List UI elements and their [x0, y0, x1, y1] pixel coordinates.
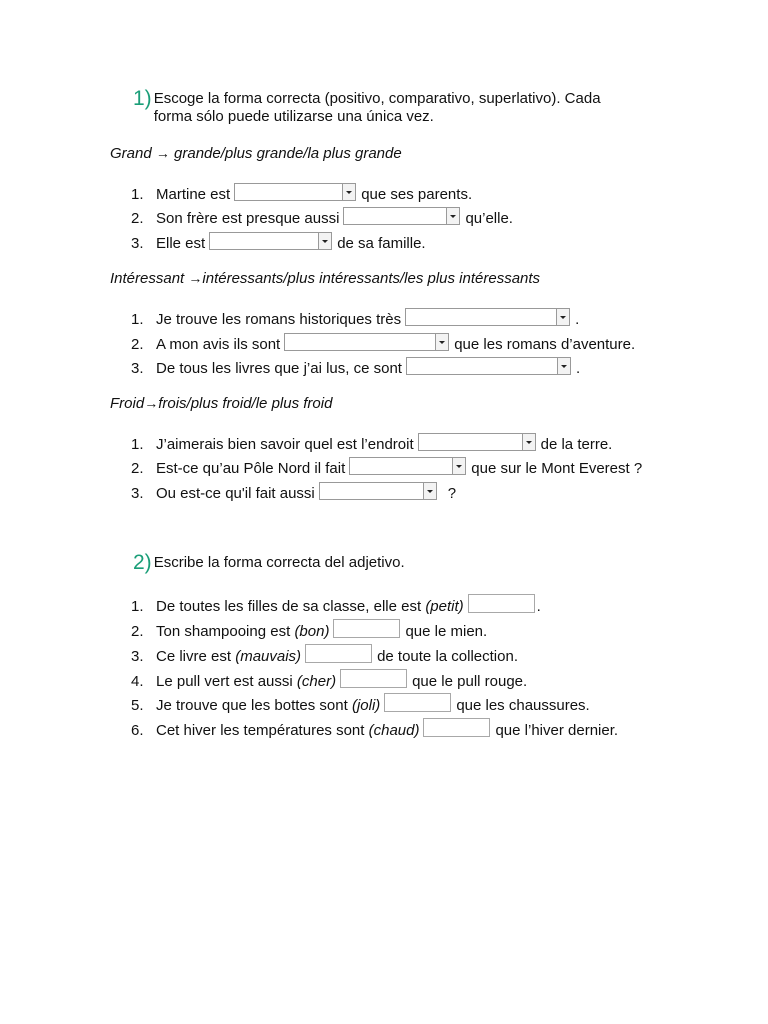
group-title-forms: frois/plus froid/le plus froid: [158, 395, 333, 412]
chevron-down-icon[interactable]: [435, 334, 448, 350]
answer-dropdown[interactable]: [209, 232, 332, 250]
arrow-icon: →: [188, 270, 203, 286]
item-text-before: De toutes les filles de sa classe, elle est: [156, 598, 422, 615]
answer-dropdown[interactable]: [405, 308, 570, 326]
arrow-icon: →: [155, 145, 170, 161]
chevron-down-icon[interactable]: [318, 233, 331, 249]
answer-dropdown[interactable]: [349, 457, 466, 475]
section-2-header: [133, 553, 405, 573]
item-number: 6.: [131, 722, 144, 739]
answer-text-input[interactable]: [468, 594, 535, 613]
chevron-down-icon[interactable]: [556, 309, 569, 325]
item-text-after: de la terre.: [540, 436, 613, 453]
exercise-row: [131, 207, 513, 231]
exercise-row: [131, 333, 635, 357]
item-text-after: que le pull rouge.: [412, 673, 528, 690]
exercise-row: [131, 482, 456, 506]
section-1-instruction-line-1: Escoge la forma correcta (positivo, comparativo, superlativo). Cada: [153, 90, 601, 107]
adjective-hint: (petit): [425, 598, 464, 615]
answer-text-input[interactable]: [423, 718, 490, 737]
item-number: 1.: [131, 311, 144, 328]
answer-text-input[interactable]: [305, 644, 372, 663]
item-text-after: qu’elle.: [465, 210, 513, 227]
adjective-hint: (mauvais): [235, 648, 302, 665]
section-2-instruction: Escribe la forma correcta del adjetivo.: [153, 554, 405, 571]
adjective-hint: (chaud): [368, 722, 420, 739]
chevron-down-icon[interactable]: [342, 184, 355, 200]
item-text-after: que ses parents.: [361, 186, 473, 203]
exercise-row: [131, 645, 518, 669]
exercise-row: [131, 183, 472, 207]
adjective-hint: (cher): [296, 673, 337, 690]
item-number: 1.: [131, 186, 144, 203]
item-text-after: que le mien.: [405, 623, 488, 640]
exercise-row: [131, 670, 527, 694]
adjective-hint: (bon): [294, 623, 330, 640]
group-title-froid: [110, 395, 332, 412]
group-title-forms: intéressants/plus intéressants/les plus intéressants: [202, 270, 541, 287]
chevron-down-icon[interactable]: [423, 483, 436, 499]
exercise-row: [131, 433, 612, 457]
item-number: 2.: [131, 336, 144, 353]
answer-dropdown[interactable]: [284, 333, 449, 351]
exercise-row: [131, 719, 618, 743]
answer-text-input[interactable]: [340, 669, 407, 688]
item-text-after: que les romans d’aventure.: [454, 336, 636, 353]
item-text-before: Elle est: [156, 235, 206, 252]
item-text-after: que les chaussures.: [456, 697, 590, 714]
item-text-before: Ou est-ce qu'il fait aussi: [156, 485, 315, 502]
group-title-forms: grande/plus grande/la plus grande: [169, 145, 402, 162]
item-text-after: de sa famille.: [337, 235, 426, 252]
item-text-after: .: [536, 598, 541, 615]
item-text-before: Ton shampooing est: [156, 623, 291, 640]
exercise-row: [131, 308, 579, 332]
item-text-before: De tous les livres que j’ai lus, ce sont: [156, 360, 402, 377]
item-number: 1.: [131, 598, 144, 615]
item-text-after: .: [575, 311, 580, 328]
answer-dropdown[interactable]: [343, 207, 460, 225]
item-text-after: ?: [447, 485, 457, 502]
item-number: 2.: [131, 623, 144, 640]
item-text-before: Ce livre est: [156, 648, 232, 665]
exercise-row: [131, 232, 426, 256]
item-text-before: Cet hiver les températures sont: [156, 722, 365, 739]
chevron-down-icon[interactable]: [452, 458, 465, 474]
answer-dropdown[interactable]: [418, 433, 536, 451]
answer-dropdown[interactable]: [406, 357, 571, 375]
item-text-before: Martine est: [156, 186, 231, 203]
answer-text-input[interactable]: [333, 619, 400, 638]
section-1-header: [133, 89, 601, 126]
item-number: 5.: [131, 697, 144, 714]
chevron-down-icon[interactable]: [522, 434, 535, 450]
exercise-row: [131, 457, 642, 481]
group-title-word: Froid: [110, 395, 145, 412]
item-text-after: .: [575, 360, 581, 377]
item-text-before: Je trouve les romans historiques très: [156, 311, 402, 328]
group-title-grand: [110, 145, 402, 162]
exercise-row: [131, 357, 580, 381]
item-text-after: de toute la collection.: [377, 648, 518, 665]
section-1-number: 1): [133, 87, 152, 110]
chevron-down-icon[interactable]: [446, 208, 459, 224]
item-number: 2.: [131, 210, 144, 227]
item-number: 3.: [131, 235, 144, 252]
item-number: 1.: [131, 436, 144, 453]
answer-dropdown[interactable]: [319, 482, 437, 500]
chevron-down-icon[interactable]: [557, 358, 570, 374]
item-text-before: Le pull vert est aussi: [156, 673, 293, 690]
section-1-instruction-line-2: forma sólo puede utilizarse una única vez.: [153, 108, 434, 125]
answer-dropdown[interactable]: [234, 183, 356, 201]
item-text-before: A mon avis ils sont: [156, 336, 281, 353]
item-text-before: Je trouve que les bottes sont: [156, 697, 348, 714]
item-text-after: que sur le Mont Everest ?: [471, 460, 643, 477]
adjective-hint: (joli): [351, 697, 381, 714]
exercise-row: [131, 595, 541, 619]
answer-text-input[interactable]: [384, 693, 451, 712]
item-text-before: J’aimerais bien savoir quel est l’endroit: [156, 436, 414, 453]
item-number: 3.: [131, 360, 144, 377]
exercise-row: [131, 694, 590, 718]
item-number: 3.: [131, 648, 144, 665]
group-title-word: Intéressant: [110, 270, 189, 287]
item-text-before: Son frère est presque aussi: [156, 210, 340, 227]
arrow-icon: →: [144, 395, 159, 411]
group-title-word: Grand: [110, 145, 156, 162]
section-2-number: 2): [133, 551, 152, 574]
item-number: 2.: [131, 460, 144, 477]
item-number: 4.: [131, 673, 144, 690]
section-1-instruction: [154, 89, 601, 126]
group-title-interessant: [110, 270, 540, 287]
exercise-row: [131, 620, 487, 644]
item-number: 3.: [131, 485, 144, 502]
item-text-after: que l’hiver dernier.: [495, 722, 619, 739]
item-text-before: Est-ce qu’au Pôle Nord il fait: [156, 460, 346, 477]
